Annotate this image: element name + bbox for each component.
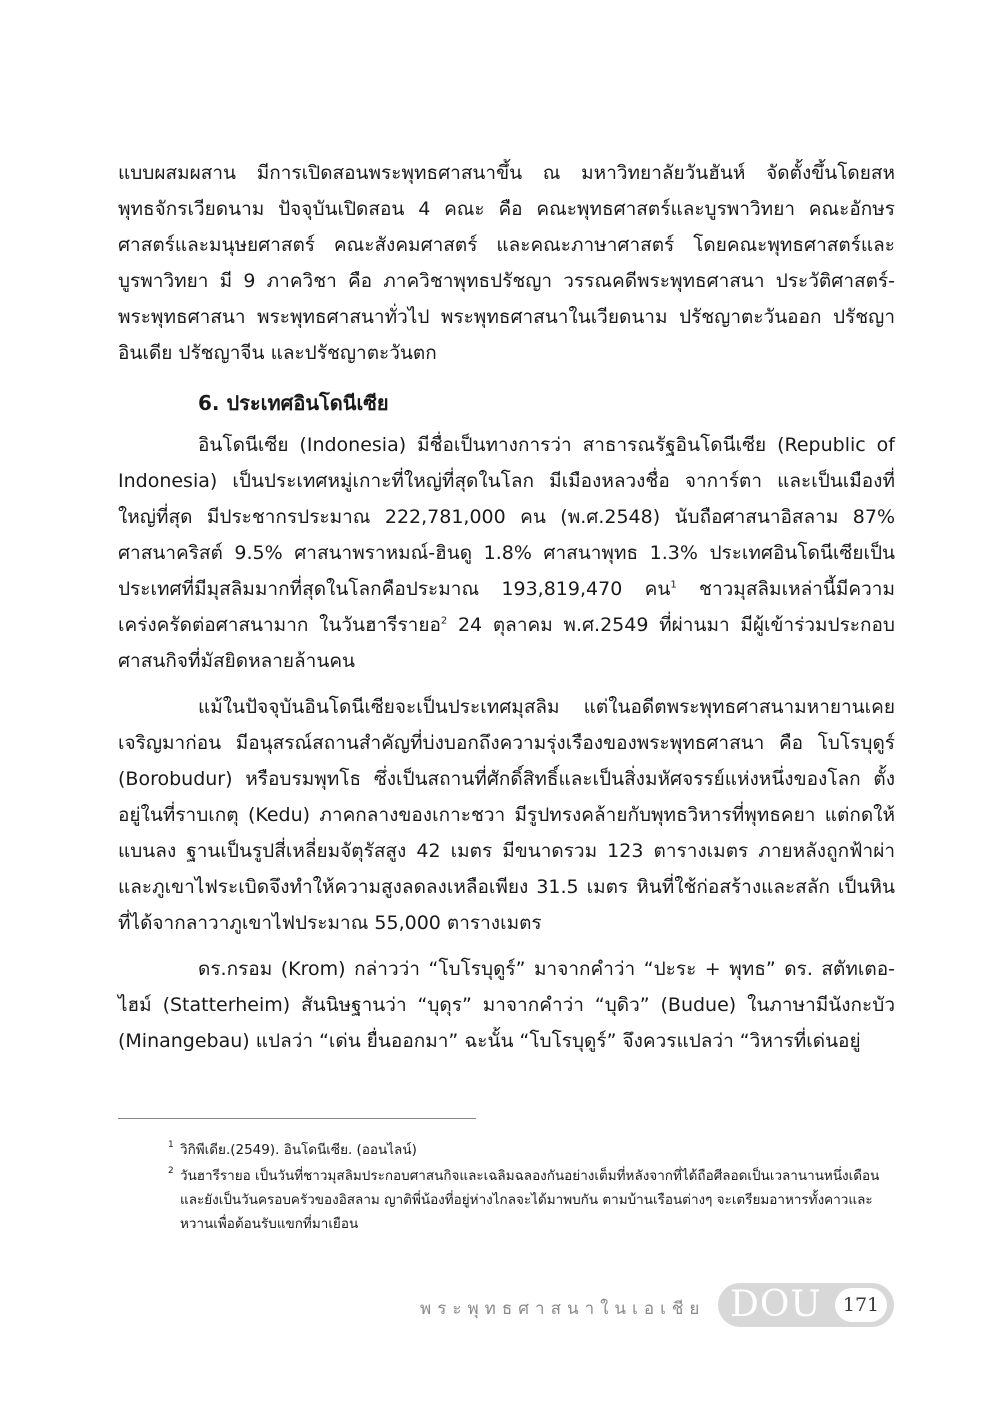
footnote-item [168, 1138, 898, 1162]
main-text [118, 155, 895, 1059]
paragraph-text: 24 ตุลาคม พ.ศ.2549 ที่ผ่านมา มีผู้เข้าร่วมประกอบศาสนกิจที่มัสยิดหลายล้านคน [118, 614, 895, 672]
paragraph-borobudur: แม้ในปัจจุบันอินโดนีเซียจะเป็นประเทศมุสลิม แต่ในอดีตพระพุทธศาสนามหายานเคยเจริญมาก่อน มีอนุสรณ์สถานสำคัญที่บ่งบอกถึงความรุ่งเรืองของพระพุทธศาสนา คือ โบโรบุดูร์ (Borobudur) หรือบรมพุทโธ ซึ่งเป็นสถานที่ศักดิ์สิทธิ์และเป็นสิ่งมหัศจรรย์แห่งหนึ่งของโลก ตั้งอยู่ในที่ราบเกตุ (Kedu) ภาคกลางของเกาะชวา มีรูปทรงคล้ายกับพุทธวิหารที่พุทธคยา แต่กดให้แบนลง ฐานเป็นรูปสี่เหลี่ยมจัตุรัสสูง 42 เมตร มีขนาดรวม 123 ตารางเมตร ภายหลังถูกฟ้าผ่าและภูเขาไฟระเบิดจึงทำให้ความสูงลดลงเหลือเพียง 31.5 เมตร หินที่ใช้ก่อสร้างและสลัก เป็นหินที่ได้จากลาวาภูเขาไฟประมาณ 55,000 ตารางเมตร [118, 696, 895, 934]
footnotes [168, 1138, 898, 1238]
footnote-item [168, 1164, 898, 1236]
running-title: พระพุทธศาสนาในเอเชีย [420, 1299, 706, 1319]
footnote-text: วิกิพีเดีย.(2549). อินโดนีเซีย. (ออนไลน์) [180, 1142, 417, 1158]
dou-badge [718, 1283, 894, 1327]
footnote-mark: 2 [168, 1166, 174, 1176]
page-footer [420, 1283, 900, 1327]
paragraph-vietnam-continued: แบบผสมผสาน มีการเปิดสอนพระพุทธศาสนาขึ้น ณ มหาวิทยาลัยวันฮันห์ จัดตั้งขึ้นโดยสหพุทธจักรเวียดนาม ปัจจุบันเปิดสอน 4 คณะ คือ คณะพุทธศาสตร์และบูรพาวิทยา คณะอักษรศาสตร์และมนุษยศาสตร์ คณะสังคมศาสตร์ และคณะภาษาศาสตร์ โดยคณะพุทธศาสตร์และบูรพาวิทยา มี 9 ภาควิชา คือ ภาควิชาพุทธปรัชญา วรรณคดีพระพุทธศาสนา ประวัติศาสตร์-พระพุทธศาสนา พระพุทธศาสนาทั่วไป พระพุทธศาสนาในเวียดนาม ปรัชญาตะวันออก ปรัชญาอินเดีย ปรัชญาจีน และปรัชญาตะวันตก [118, 162, 895, 364]
page-number: 171 [835, 1288, 887, 1322]
footnote-ref-1[interactable]: 1 [670, 579, 677, 591]
footnote-text: วันฮารีรายอ เป็นวันที่ชาวมุสลิมประกอบศาสนกิจและเฉลิมฉลองกันอย่างเต็มที่หลังจากที่ได้ถือศีลอดเป็นเวลานานหนึ่งเดือน และยังเป็นวันครอบครัวของอิสลาม ญาติพี่น้องที่อยู่ห่างไกลจะได้มาพบกัน ตามบ้านเรือนต่างๆ จะเตรียมอาหารทั้งคาวและหวานเพื่อต้อนรับแขกที่มาเยือน [180, 1168, 880, 1232]
footnote-divider [118, 1118, 476, 1119]
footnote-mark: 1 [168, 1140, 174, 1150]
paragraph-text: อินโดนีเซีย (Indonesia) มีชื่อเป็นทางการว่า สาธารณรัฐอินโดนีเซีย (Republic of Indonesia) เป็นประเทศหมู่เกาะที่ใหญ่ที่สุดในโลก มีเมืองหลวงชื่อ จาการ์ตา และเป็นเมืองที่ใหญ่ที่สุด มีประชากรประมาณ 222,781,000 คน (พ.ศ.2548) นับถือศาสนาอิสลาม 87% ศาสนาคริสต์ 9.5% ศาสนาพราหมณ์-ฮินดู 1.8% ศาสนาพุทธ 1.3% ประเทศอินโดนีเซียเป็นประเทศที่มีมุสลิมมากที่สุดในโลกคือประมาณ 193,819,470 คน [118, 434, 895, 600]
paragraph-text: ชาวมุสลิมเหล่านี้มีความเคร่งครัดต่อศาสนามาก ในวันฮารีรายอ [118, 578, 895, 636]
footnote-ref-2[interactable]: 2 [440, 615, 448, 627]
paragraph-etymology: ดร.กรอม (Krom) กล่าวว่า “โบโรบุดูร์” มาจากคำว่า “ปะระ + พุทธ” ดร. สตัทเตอ-ไฮม์ (Statterheim) สันนิษฐานว่า “บุดุร” มาจากคำว่า “บุดิว” (Budue) ในภาษามีนังกะบัว (Minangebau) แปลว่า “เด่น ยื่นออกมา” ฉะนั้น “โบโรบุดูร์” จึงควรแปลว่า “วิหารที่เด่นอยู่ [118, 958, 895, 1052]
badge-label: DOU [730, 1284, 822, 1325]
paragraph-indonesia-intro [118, 427, 895, 679]
section-heading: 6. ประเทศอินโดนีเซีย [198, 391, 389, 415]
